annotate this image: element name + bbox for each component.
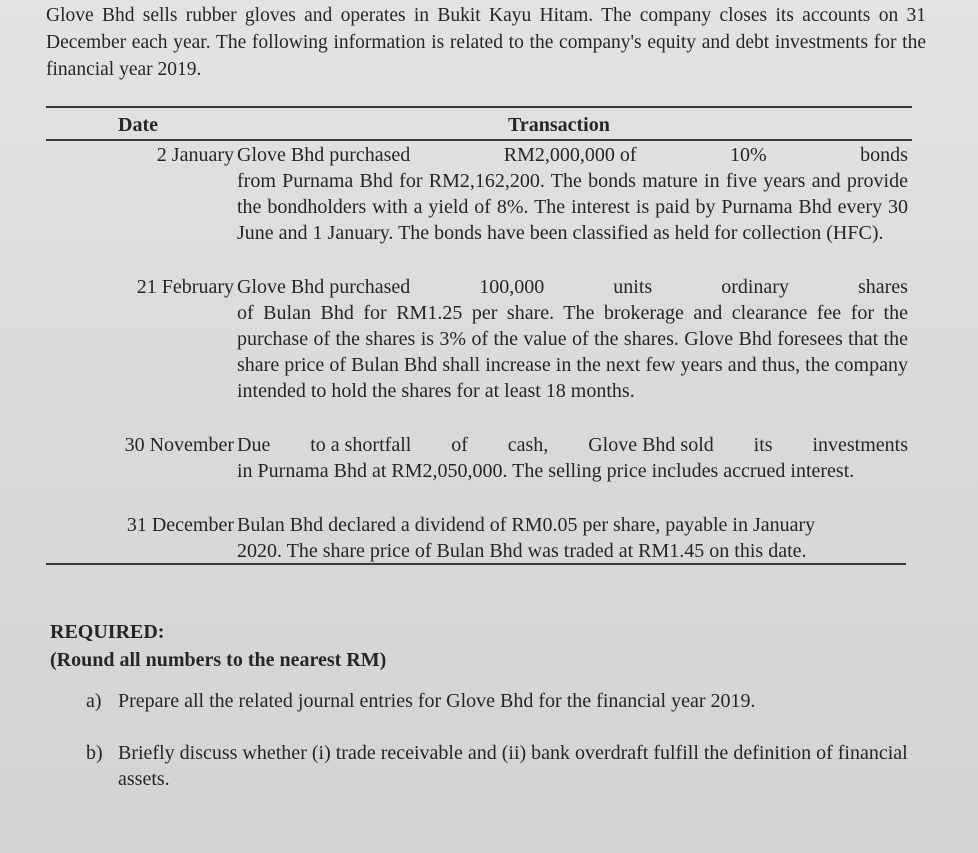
- entry-rest: 2020. The share price of Bulan Bhd was traded at RM1.45 on this date.: [237, 540, 807, 562]
- required-title: REQUIRED:: [50, 621, 165, 643]
- entry-word: Glove Bhd purchased: [237, 144, 411, 166]
- entry-first-line: [237, 274, 908, 300]
- entry-first-line: Bulan Bhd declared a dividend of RM0.05 per share, payable in January: [237, 514, 816, 536]
- entry-word: 10%: [730, 144, 767, 166]
- question-text: Briefly discuss whether (i) trade receivable and (ii) bank overdraft fulfill the definition of financial assets.: [118, 742, 908, 790]
- entry-transaction: [237, 142, 908, 246]
- table-top-rule: [46, 106, 912, 108]
- entry-word: its: [753, 434, 773, 456]
- entry-date: 30 November: [124, 434, 234, 456]
- entry-word: cash,: [507, 434, 549, 456]
- entry-transaction: [237, 432, 908, 484]
- entry-word: shares: [857, 276, 908, 298]
- entry-word: investments: [812, 434, 908, 456]
- entry-word: to a shortfall: [310, 434, 412, 456]
- question-label: a): [86, 690, 102, 712]
- required-note: (Round all numbers to the nearest RM): [50, 649, 387, 671]
- entry-date: 2 January: [156, 144, 234, 166]
- table-header-rule: [46, 139, 912, 141]
- entry-word: bonds: [860, 144, 908, 166]
- entry-rest: of Bulan Bhd for RM1.25 per share. The brokerage and clearance fee for the purchase of the shares is 3% of the value of the shares. Glove Bhd foresees that the share price of Bulan Bhd shall increase in the next few years and thus, the company intended to hold the shares for at least 18 months.: [237, 302, 908, 402]
- entry-rest: from Purnama Bhd for RM2,162,200. The bonds mature in five years and provide the bondholders with a yield of 8%. The interest is paid by Purnama Bhd every 30 June and 1 January. The bonds have been classified as held for collection (HFC).: [237, 170, 908, 244]
- date-column-header: Date: [118, 114, 158, 136]
- transaction-column-header: Transaction: [508, 114, 610, 136]
- entry-word: ordinary: [721, 276, 789, 298]
- entry-word: RM2,000,000 of: [503, 144, 637, 166]
- entry-rest: in Purnama Bhd at RM2,050,000. The selling price includes accrued interest.: [237, 460, 855, 482]
- entry-date: 31 December: [126, 514, 234, 536]
- entry-word: 100,000: [479, 276, 545, 298]
- entry-transaction: [237, 512, 908, 564]
- question-label: b): [86, 742, 103, 764]
- entry-first-line: [237, 142, 908, 168]
- entry-word: Glove Bhd sold: [588, 434, 714, 456]
- question-text: Prepare all the related journal entries for Glove Bhd for the financial year 2019.: [118, 690, 756, 712]
- table-bottom-rule: [46, 563, 906, 565]
- entry-word: Due: [237, 434, 271, 456]
- entry-word: of: [451, 434, 468, 456]
- intro-paragraph: Glove Bhd sells rubber gloves and operates in Bukit Kayu Hitam. The company closes its accounts on 31 December each year. The following information is related to the company's equity and debt investments for the financial year 2019.: [46, 5, 926, 80]
- entry-date: 21 February: [136, 276, 234, 298]
- entry-transaction: [237, 274, 908, 404]
- entry-first-line: [237, 432, 908, 458]
- entry-word: units: [613, 276, 653, 298]
- entry-word: Glove Bhd purchased: [237, 276, 411, 298]
